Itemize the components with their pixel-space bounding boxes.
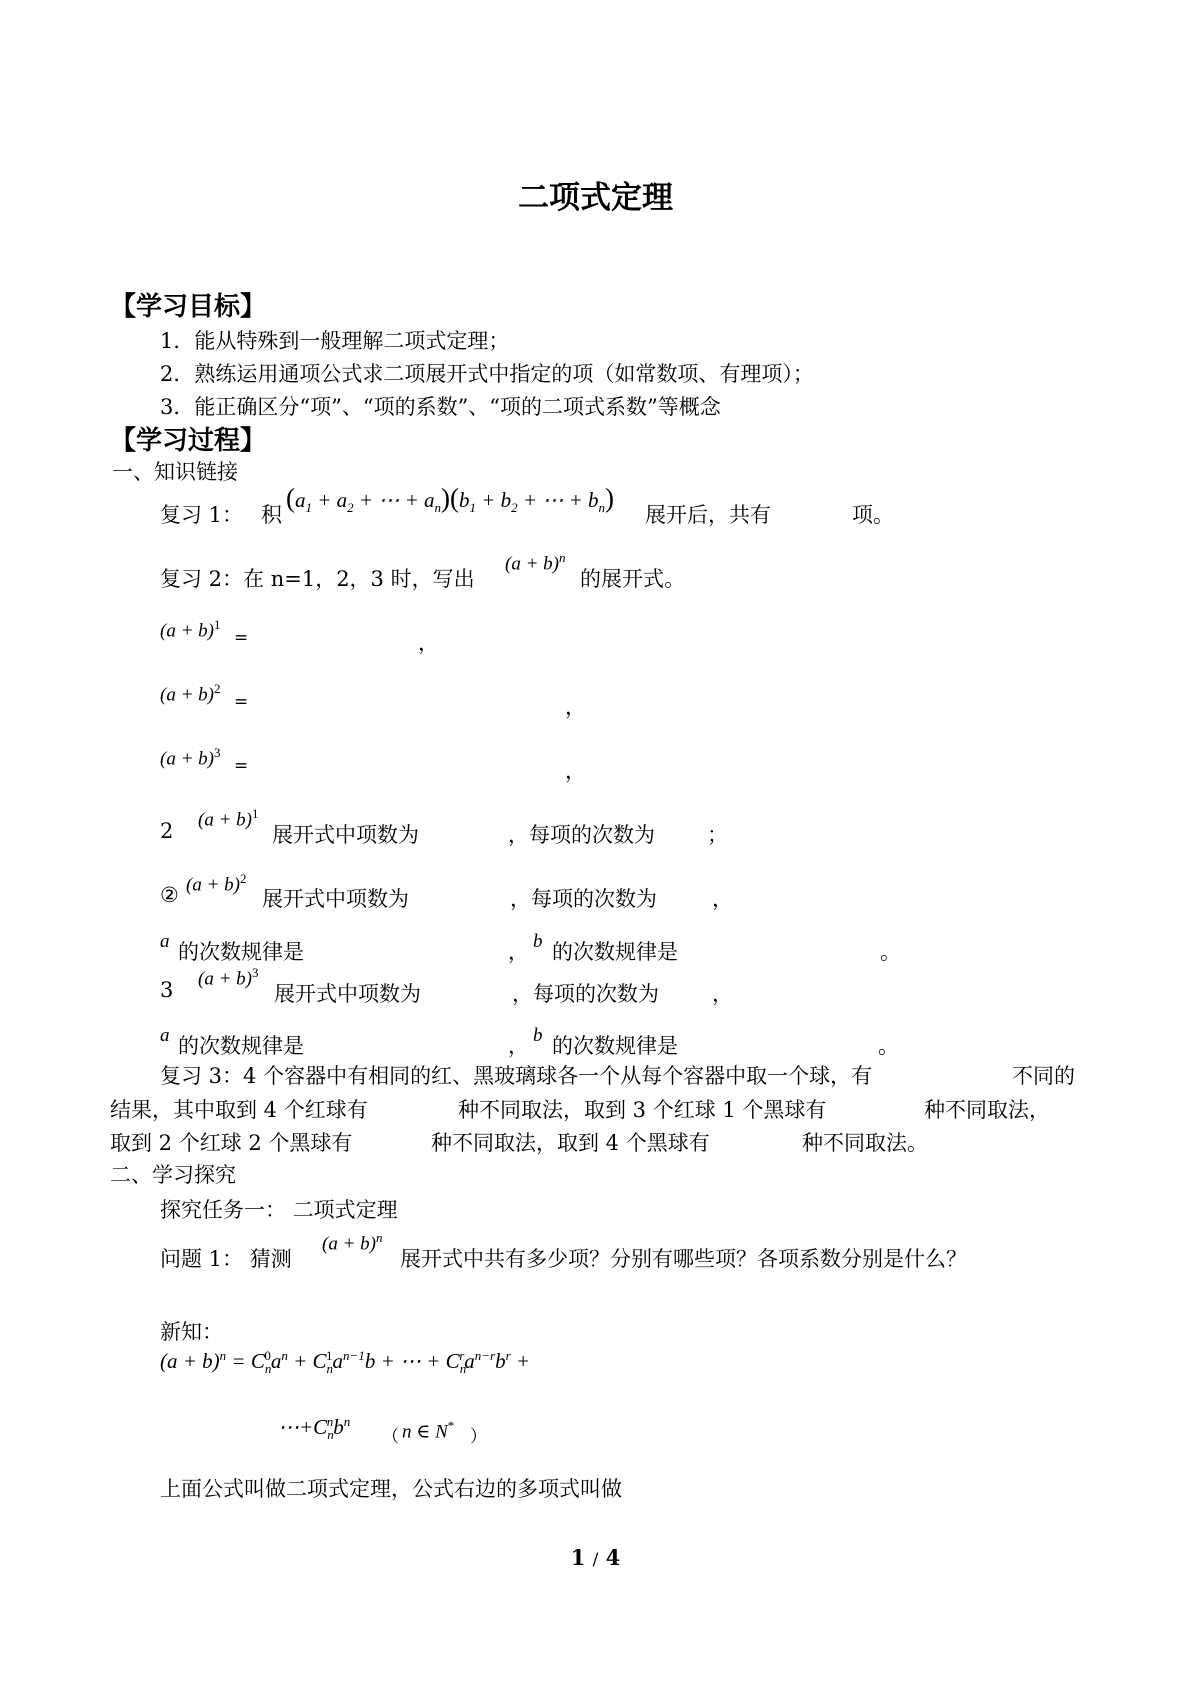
review1-pre: 积: [261, 503, 282, 527]
domain-open: （: [382, 1427, 399, 1447]
part1-heading: 一、知识链接: [112, 460, 238, 484]
task1-title: 探究任务一： 二项式定理: [160, 1198, 398, 1222]
goal-item: 3．能正确区分“项”、“项的系数”、“项的二项式系数”等概念: [160, 395, 721, 419]
a-rule-label: 的次数规律是: [178, 940, 304, 964]
question1-rest: 展开式中共有多少项？分别有哪些项？各项系数分别是什么？: [400, 1247, 967, 1271]
binomial-power-3: $(a + b)^3$: [198, 965, 259, 990]
review2-text: 复习 2：在 n=1，2，3 时，写出: [160, 567, 475, 591]
var-b: b: [533, 1025, 543, 1046]
page-title: 二项式定理: [518, 180, 673, 216]
process-header: 【学习过程】: [110, 426, 267, 456]
domain-condition: n ∈ N*: [402, 1418, 455, 1443]
review3-line2-a: 结果，其中取到 4 个红球有: [110, 1098, 368, 1122]
page-number: [0, 1545, 1191, 1570]
question-number: 2: [160, 819, 174, 843]
binomial-theorem-last-term: $\cdots+C_n^nb^n$: [278, 1414, 351, 1443]
question1-label: 问题 1： 猜测: [160, 1247, 292, 1271]
new-knowledge-label: 新知：: [160, 1320, 223, 1344]
review3-line1: 复习 3：4 个容器中有相同的红、黑玻璃球各一个从每个容器中取一个球，有: [160, 1064, 873, 1088]
degree-label: ，每项的次数为: [508, 823, 655, 847]
binomial-n-formula: $(a + b)^n$: [505, 550, 566, 575]
question-number: 3: [160, 978, 174, 1002]
var-a: a: [160, 1025, 170, 1046]
equals-sign: =: [234, 692, 249, 712]
var-b: b: [533, 931, 543, 952]
equals-sign: =: [234, 628, 249, 648]
review3-line2-b: 种不同取法，取到 3 个红球 1 个黑球有: [458, 1098, 827, 1122]
expansion-2: $(a + b)^2$: [160, 681, 221, 706]
semicolon: ；: [707, 823, 728, 847]
b-rule-label: 的次数规律是: [552, 1034, 678, 1058]
degree-label: ，每项的次数为: [510, 887, 657, 911]
var-a: a: [160, 931, 170, 952]
page-current: 1: [570, 1545, 586, 1570]
binomial-power-1: $(a + b)^1$: [198, 806, 259, 831]
goal-item: 1．能从特殊到一般理解二项式定理；: [160, 329, 510, 353]
comma: ，: [712, 982, 733, 1006]
conclusion-text: 上面公式叫做二项式定理，公式右边的多项式叫做: [160, 1477, 622, 1501]
review1-end: 项。: [852, 503, 894, 527]
comma: ，: [508, 940, 529, 964]
expansion-1: $(a + b)^1$: [160, 617, 221, 642]
page-separator: /: [592, 1550, 599, 1570]
comma: ，: [565, 695, 586, 719]
product-formula: ($a_1 + a_2$ + ⋯ + $a_n)(b_1 + b_2$ + ⋯ + $b_n$): [286, 483, 615, 516]
b-rule-label: 的次数规律是: [552, 940, 678, 964]
review3-line3-b: 种不同取法，取到 4 个黑球有: [431, 1131, 710, 1155]
comma: ，: [712, 887, 733, 911]
binomial-n-formula: $(a + b)^n$: [322, 1230, 383, 1255]
review3-line3-a: 取到 2 个红球 2 个黑球有: [110, 1131, 353, 1155]
equals-sign: =: [234, 756, 249, 776]
review3-line3-c: 种不同取法。: [802, 1131, 928, 1155]
comma: ，: [418, 631, 439, 655]
part2-heading: 二、学习探究: [110, 1163, 236, 1187]
binomial-theorem-formula: $(a + b)^n = C_n^0a^n + C_n^1a^{n-1}b$ + ⋯ + $C_n^ra^{n-r}b^r$ +: [160, 1348, 531, 1377]
goal-item: 2．熟练运用通项公式求二项展开式中指定的项（如常数项、有理项）；: [160, 362, 814, 386]
term-count-label: 展开式中项数为: [272, 823, 419, 847]
review1-post: 展开后，共有: [645, 503, 771, 527]
goals-header: 【学习目标】: [110, 292, 267, 322]
comma: ，: [565, 759, 586, 783]
term-count-label: 展开式中项数为: [262, 887, 409, 911]
binomial-power-2: $(a + b)^2$: [186, 871, 247, 896]
term-count-label: 展开式中项数为: [274, 982, 421, 1006]
page-total: 4: [605, 1545, 621, 1570]
a-rule-label: 的次数规律是: [178, 1034, 304, 1058]
question-number: ②: [160, 883, 179, 907]
review3-line2-c: 种不同取法，: [924, 1098, 1050, 1122]
review3-line1-end: 不同的: [1012, 1064, 1075, 1088]
period: 。: [878, 1034, 899, 1058]
review1-label: 复习 1：: [160, 503, 244, 527]
review2-end: 的展开式。: [580, 567, 685, 591]
domain-close: ）: [470, 1427, 487, 1447]
period: 。: [880, 940, 901, 964]
degree-label: ，每项的次数为: [512, 982, 659, 1006]
expansion-3: $(a + b)^3$: [160, 745, 221, 770]
comma: ，: [508, 1034, 529, 1058]
